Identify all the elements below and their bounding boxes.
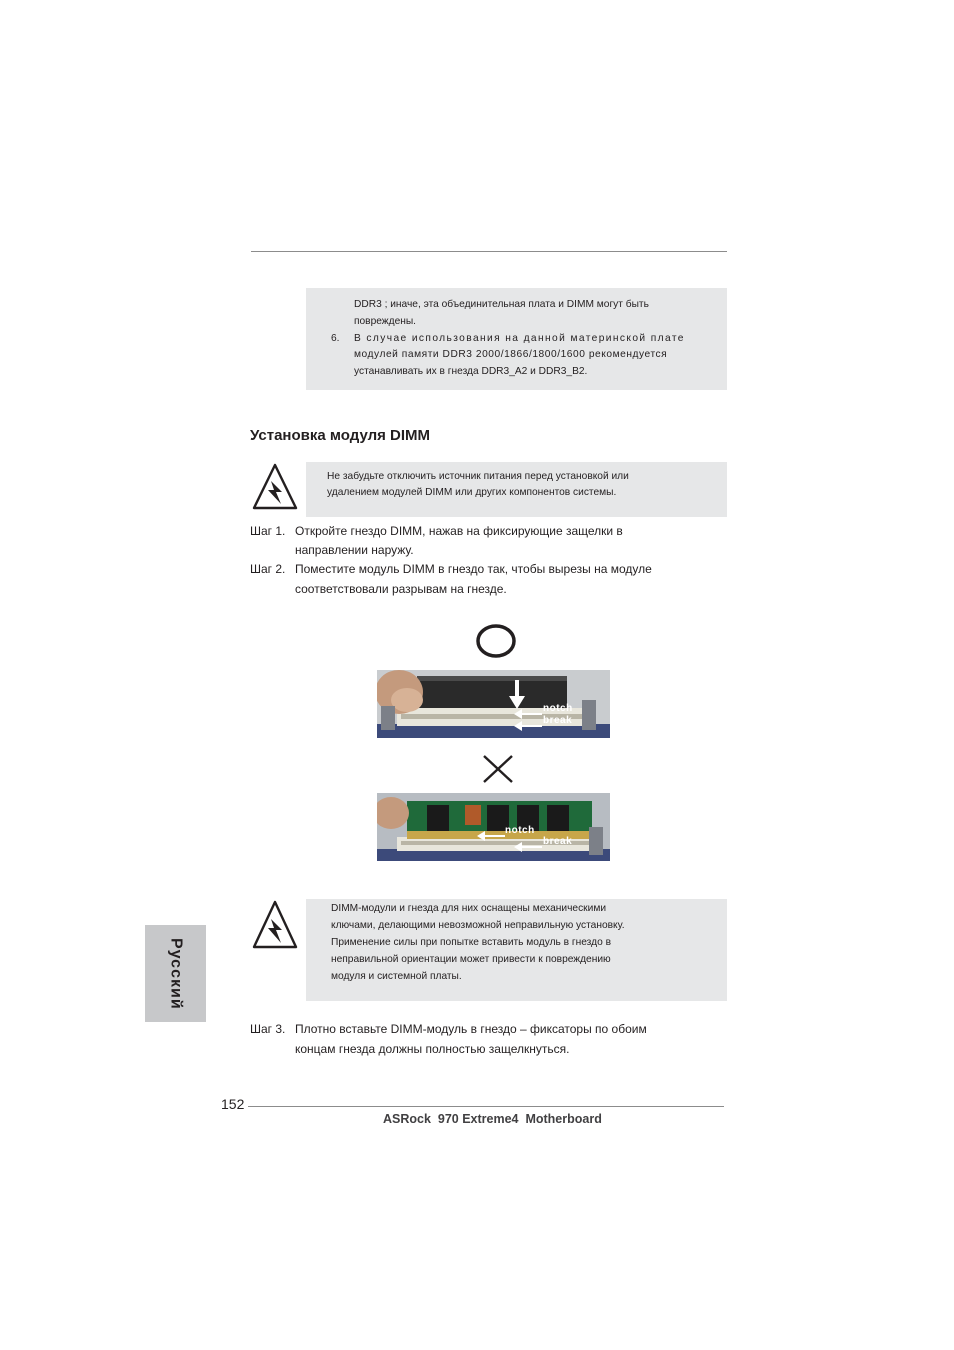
wrong-cross-icon: [482, 754, 514, 784]
page-number: 152: [221, 1096, 245, 1112]
step2-label: Шаг 2.: [250, 562, 286, 576]
dimm-wrong-photo: [377, 793, 610, 861]
warning2-line4: неправильной ориентации может привести к повреждению: [331, 954, 611, 965]
language-side-tab: [145, 925, 206, 1022]
break-arrow-icon: [514, 718, 542, 728]
footer-rule: [248, 1106, 724, 1107]
warning2-line2: ключами, делающими невозможной неправильную установку.: [331, 920, 625, 931]
step3-line1: Плотно вставьте DIMM-модуль в гнездо – фиксаторы по обоим: [295, 1022, 647, 1036]
notch-label: notch: [505, 825, 535, 836]
correct-circle-icon: [474, 622, 518, 660]
step3-label: Шаг 3.: [250, 1022, 286, 1036]
warning2-line3: Применение силы при попытке вставить модуль в гнездо в: [331, 937, 611, 948]
warning2-box: [306, 899, 727, 1001]
step3-line2: концам гнезда должны полностью защелкнуться.: [295, 1042, 570, 1056]
footer-brand: ASRock 970 Extreme4 Motherboard: [383, 1112, 602, 1126]
top-note-item6-line1: В случае использования на данной материнской плате: [354, 333, 685, 344]
notch-arrow-icon: [514, 706, 542, 716]
top-note-item6-line3: устанавливать их в гнезда DDR3_A2 и DDR3_B2.: [354, 366, 588, 377]
notch-arrow-icon: [477, 828, 505, 838]
notch-label: notch: [543, 703, 573, 714]
top-note-line1: DDR3 ; иначе, эта объединительная плата и DIMM могут быть: [354, 299, 649, 310]
step1-line2: направлении наружу.: [295, 543, 414, 557]
language-side-label: Русский: [167, 937, 185, 1010]
warning-triangle-icon: [251, 899, 299, 951]
top-note-line2: повреждены.: [354, 316, 417, 327]
top-note-item6-number: 6.: [331, 333, 340, 344]
top-rule: [251, 251, 727, 252]
step1-line1: Откройте гнездо DIMM, нажав на фиксирующие защелки в: [295, 524, 623, 538]
warning2-line1: DIMM-модули и гнезда для них оснащены механическими: [331, 903, 607, 914]
section-title: Установка модуля DIMM: [250, 427, 431, 444]
step2-line1: Поместите модуль DIMM в гнездо так, чтобы вырезы на модуле: [295, 562, 652, 576]
warning-triangle-icon: [251, 462, 299, 512]
dimm-correct-photo: [377, 670, 610, 738]
break-arrow-icon: [514, 839, 542, 849]
warning1-line1: Не забудьте отключить источник питания перед установкой или: [327, 471, 629, 482]
warning2-line5: модуля и системной платы.: [331, 971, 462, 982]
break-label: break: [543, 836, 573, 847]
step1-label: Шаг 1.: [250, 524, 286, 538]
break-label: break: [543, 715, 573, 726]
top-note-item6-line2: модулей памяти DDR3 2000/1866/1800/1600 рекомендуется: [354, 349, 668, 360]
step2-line2: соответствовали разрывам на гнезде.: [295, 582, 507, 596]
warning1-line2: удалением модулей DIMM или других компонентов системы.: [327, 487, 617, 498]
